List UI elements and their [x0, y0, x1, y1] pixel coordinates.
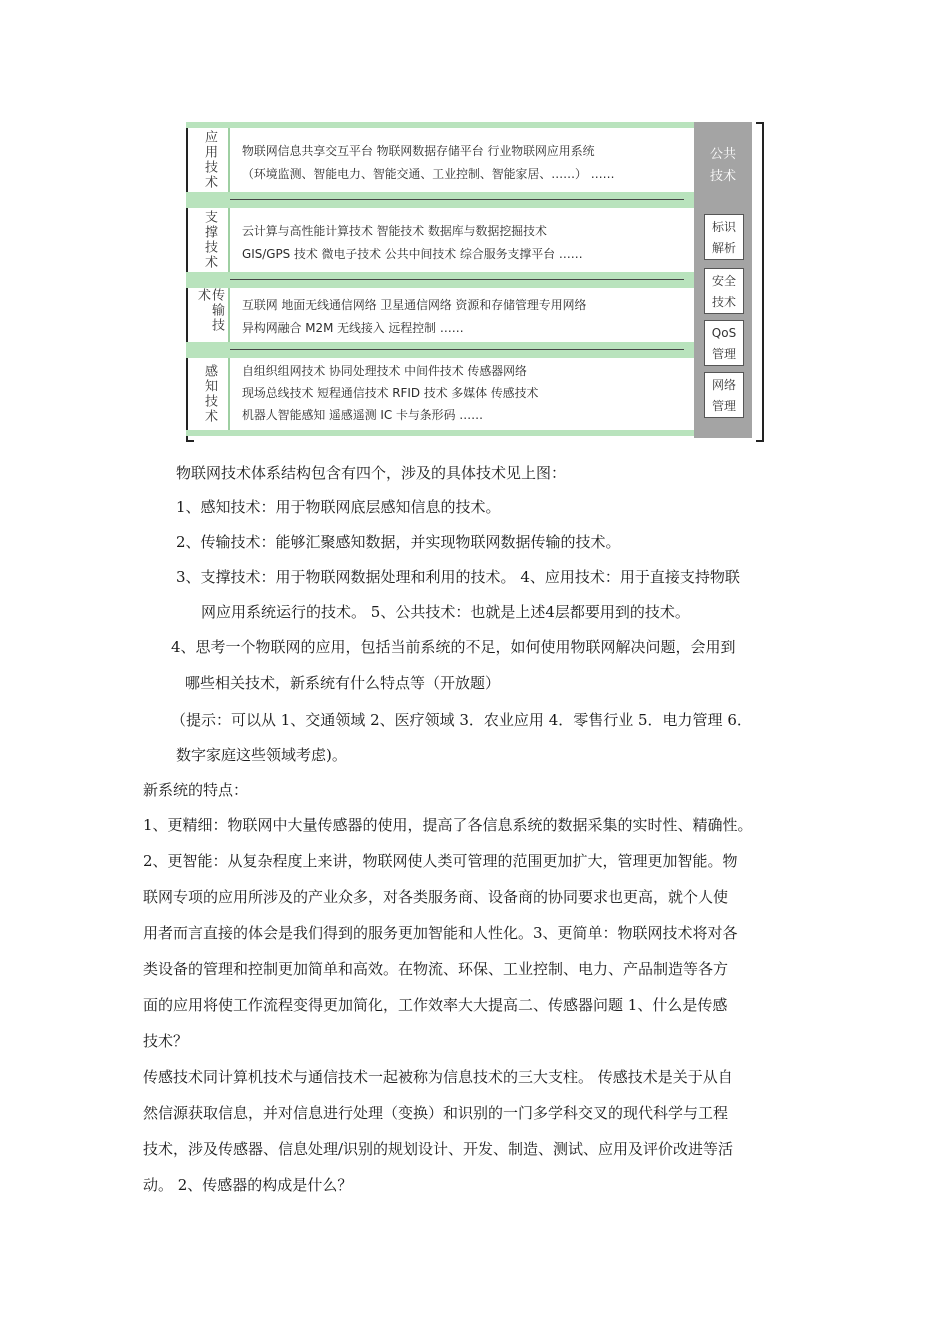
layer-separator [186, 192, 694, 208]
list-item: 1、感知技术：用于物联网底层感知信息的技术。 [176, 498, 501, 516]
feature-paragraph: 技术？ [143, 1032, 189, 1050]
layer-separator [186, 342, 694, 358]
sensor-paragraph: 动。 2、传感器的构成是什么？ [143, 1176, 353, 1194]
layer-line: 互联网 地面无线通信网络 卫星通信网络 资源和存储管理专用网络 [242, 298, 587, 312]
layer-line: 云计算与高性能计算技术 智能技术 数据库与数据挖掘技术 [242, 224, 547, 238]
list-item: 2、传输技术：能够汇聚感知数据，并实现物联网数据传输的技术。 [176, 533, 621, 551]
layer-line: 物联网信息共享交互平台 物联网数据存储平台 行业物联网应用系统 [242, 144, 595, 158]
hint-paragraph: （提示：可以从 1、交通领域 2、医疗领域 3．农业应用 4．零售行业 5．电力管理 6． [171, 711, 752, 729]
layer-line: 异构网融合 M2M 无线接入 远程控制 …… [242, 321, 464, 335]
sensor-paragraph: 技术，涉及传感器、信息处理/识别的规划设计、开发、制造、测试、应用及评价改进等活 [143, 1140, 734, 1158]
box-network-management: 网络 管理 [704, 372, 744, 418]
question-4: 4、思考一个物联网的应用，包括当前系统的不足，如何使用物联网解决问题，会用到 [171, 638, 736, 656]
intro-paragraph: 物联网技术体系结构包含有四个，涉及的具体技术见上图： [176, 464, 567, 482]
layer-line: 机器人智能感知 遥感遥测 IC 卡与条形码 …… [242, 408, 484, 422]
feature-paragraph: 用者而言直接的体会是我们得到的服务更加智能和人性化。3、更简单：物联网技术将对各 [143, 924, 738, 942]
feature-paragraph: 面的应用将使工作流程变得更加简化，工作效率大大提高二、传感器问题 1、什么是传感 [143, 996, 728, 1014]
layer-perception [186, 358, 694, 430]
right-bracket [756, 122, 764, 442]
layer-application [186, 128, 694, 192]
public-technology-column [694, 122, 752, 438]
layer-label: 感知技术 [190, 358, 230, 430]
diagram-bottom-edge [186, 430, 694, 436]
layer-label: 支撑技术 [190, 208, 230, 272]
public-technology-title: 公共 技术 [709, 147, 736, 184]
list-item-continued: 网应用系统运行的技术。 5、公共技术：也就是上述4层都要用到的技术。 [201, 603, 690, 621]
question-4-continued: 哪些相关技术，新系统有什么特点等（开放题） [185, 674, 501, 692]
layer-content [230, 288, 694, 342]
section-heading: 新系统的特点： [143, 781, 249, 799]
layer-line: （环境监测、智能电力、智能交通、工业控制、智能家居、……） …… [242, 167, 615, 181]
sensor-paragraph: 然信源获取信息，并对信息进行处理（变换）和识别的一门多学科交叉的现代科学与工程 [143, 1104, 729, 1122]
feature-paragraph: 1、更精细：物联网中大量传感器的使用，提高了各信息系统的数据采集的实时性、精确性。 [143, 816, 753, 834]
layer-support [186, 208, 694, 272]
hint-continued: 数字家庭这些领域考虑)。 [176, 746, 347, 764]
sensor-paragraph: 传感技术同计算机技术与通信技术一起被称为信息技术的三大支柱。 传感技术是关于从自 [143, 1068, 733, 1086]
layer-label: 传输技术 [190, 288, 230, 342]
box-qos: QoS 管理 [704, 320, 744, 366]
layer-separator [186, 272, 694, 288]
layer-content [230, 358, 694, 430]
iot-architecture-diagram [186, 122, 764, 438]
layer-content [230, 128, 694, 192]
layer-line: 现场总线技术 短程通信技术 RFID 技术 多媒体 传感技术 [242, 386, 539, 400]
layer-line: 自组织组网技术 协同处理技术 中间件技术 传感器网络 [242, 364, 527, 378]
layer-content [230, 208, 694, 272]
list-item: 3、支撑技术：用于物联网数据处理和利用的技术。 4、应用技术：用于直接支持物联 [176, 568, 740, 586]
feature-paragraph: 2、更智能：从复杂程度上来讲，物联网使人类可管理的范围更加扩大，管理更加智能。物 [143, 852, 738, 870]
layer-transmission [186, 288, 694, 342]
feature-paragraph: 类设备的管理和控制更加简单和高效。在物流、环保、工业控制、电力、产品制造等各方 [143, 960, 729, 978]
feature-paragraph: 联网专项的应用所涉及的产业众多，对各类服务商、设备商的协同要求也更高，就个人使 [143, 888, 729, 906]
layer-line: GIS/GPS 技术 微电子技术 公共中间技术 综合服务支撑平台 …… [242, 247, 583, 261]
box-identification: 标识 解析 [704, 214, 744, 260]
box-security: 安全 技术 [704, 268, 744, 314]
layer-label: 应用技术 [190, 128, 230, 192]
